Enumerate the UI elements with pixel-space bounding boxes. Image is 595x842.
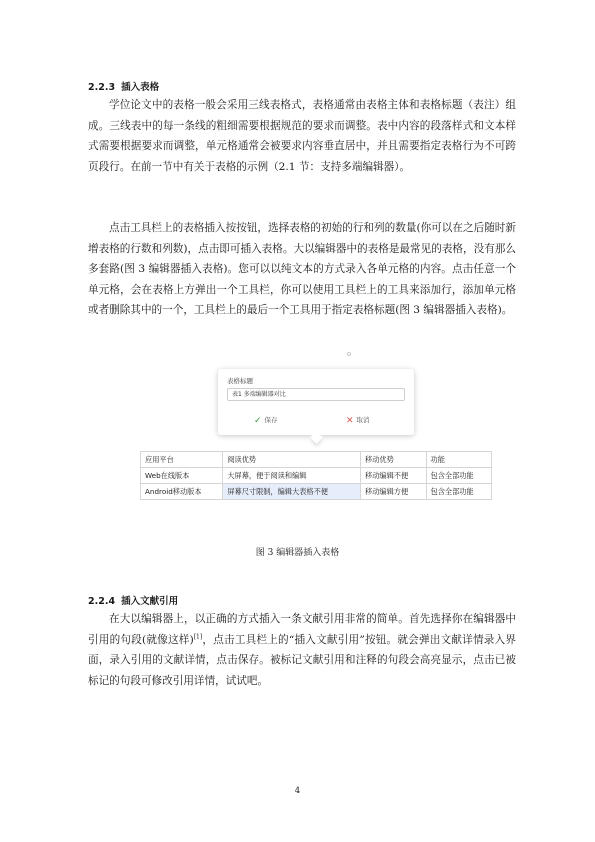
- paragraph-three-line-table: 学位论文中的表格一般会采用三线表格式，表格通常由表格主体和表格标题（表注）组成。三线表中的每一条线的粗细需要根据规范的要求而调整。表中内容的段落样式和文本样式需要根据要求而调整，单元格通常会被要求内容垂直居中，并且需要指定表格行为不可跨页段行。在前一节中有关于表格的示例（2.1 节：支持多端编辑器）。: [88, 99, 516, 173]
- table-cell[interactable]: 功能: [426, 452, 492, 468]
- section-title: 插入表格: [121, 82, 160, 93]
- paragraph-text: ，点击工具栏上的“插入文献引用”按钮。就会弹出文献详情录入界面，录入引用的文献详情，点击保存。被标记文献引用和注释的句段会高亮显示，点击已被标记的句段可修改引用详情，试试吧。: [88, 633, 516, 687]
- table-cell-selected[interactable]: 屏幕尺寸限制，编辑大表格不便: [223, 484, 361, 500]
- save-label: 保存: [264, 416, 278, 424]
- comparison-table: [140, 451, 492, 500]
- cancel-button[interactable]: [346, 415, 370, 426]
- table-cell[interactable]: 包含全部功能: [426, 468, 492, 484]
- table-header-row: [141, 452, 492, 468]
- anchor-marker-icon: [347, 352, 351, 356]
- table-caption-popup: [218, 369, 414, 435]
- table-cell[interactable]: 大屏幕，便于阅读和编辑: [223, 468, 361, 484]
- table-cell[interactable]: Android移动版本: [141, 484, 223, 500]
- table-cell[interactable]: 阅读优势: [223, 452, 361, 468]
- page-number: 4: [294, 786, 301, 796]
- table-cell[interactable]: 移动优势: [361, 452, 426, 468]
- table-row: [141, 484, 492, 500]
- figure-caption: 图 3 编辑器插入表格: [255, 548, 340, 558]
- table-row: [141, 468, 492, 484]
- citation-marker[interactable]: [1]: [193, 633, 203, 641]
- paragraph-insert-citation: [88, 609, 516, 691]
- table-cell[interactable]: 包含全部功能: [426, 484, 492, 500]
- checkmark-icon: ✓: [254, 416, 262, 426]
- section-heading-2-2-4: [88, 593, 178, 607]
- popup-title: 表格标题: [227, 377, 253, 385]
- section-title: 插入文献引用: [121, 596, 179, 607]
- cancel-label: 取消: [356, 416, 370, 424]
- table-cell[interactable]: 移动编辑方便: [361, 484, 426, 500]
- save-button[interactable]: [254, 415, 278, 426]
- table-cell[interactable]: Web在线版本: [141, 468, 223, 484]
- table-cell[interactable]: 应用平台: [141, 452, 223, 468]
- table-cell[interactable]: 移动编辑不便: [361, 468, 426, 484]
- close-icon: ✕: [346, 416, 354, 426]
- paragraph-text: 在大以编辑器上，以正确的方式插入一条文献引用非常的简单。首先选择你在编辑器中引用的句段(就像这样): [88, 613, 516, 646]
- paragraph-insert-table: 点击工具栏上的表格插入按按钮，选择表格的初始的行和列的数量(你可以在之后随时新增表格的行数和列数)，点击即可插入表格。大以编辑器中的表格是最常见的表格，没有那么多套路(图 3 编辑器插入表格)。您可以以纯文本的方式录入各单元格的内容。点击任意一个单元格，会在表格上方弹出一个工具栏，你可以使用工具栏上的工具来添加行，添加单元格或者删除其中的一个，工具栏上的最后一个工具用于指定表格标题(图 3 编辑器插入表格)。: [88, 222, 516, 317]
- section-number: 2.2.4: [88, 596, 116, 607]
- section-number: 2.2.3: [88, 82, 116, 93]
- section-heading-2-2-3: [88, 79, 159, 93]
- figure-editor-insert-table: [140, 353, 492, 518]
- caption-input[interactable]: 表1 多端编辑器对比: [227, 388, 405, 401]
